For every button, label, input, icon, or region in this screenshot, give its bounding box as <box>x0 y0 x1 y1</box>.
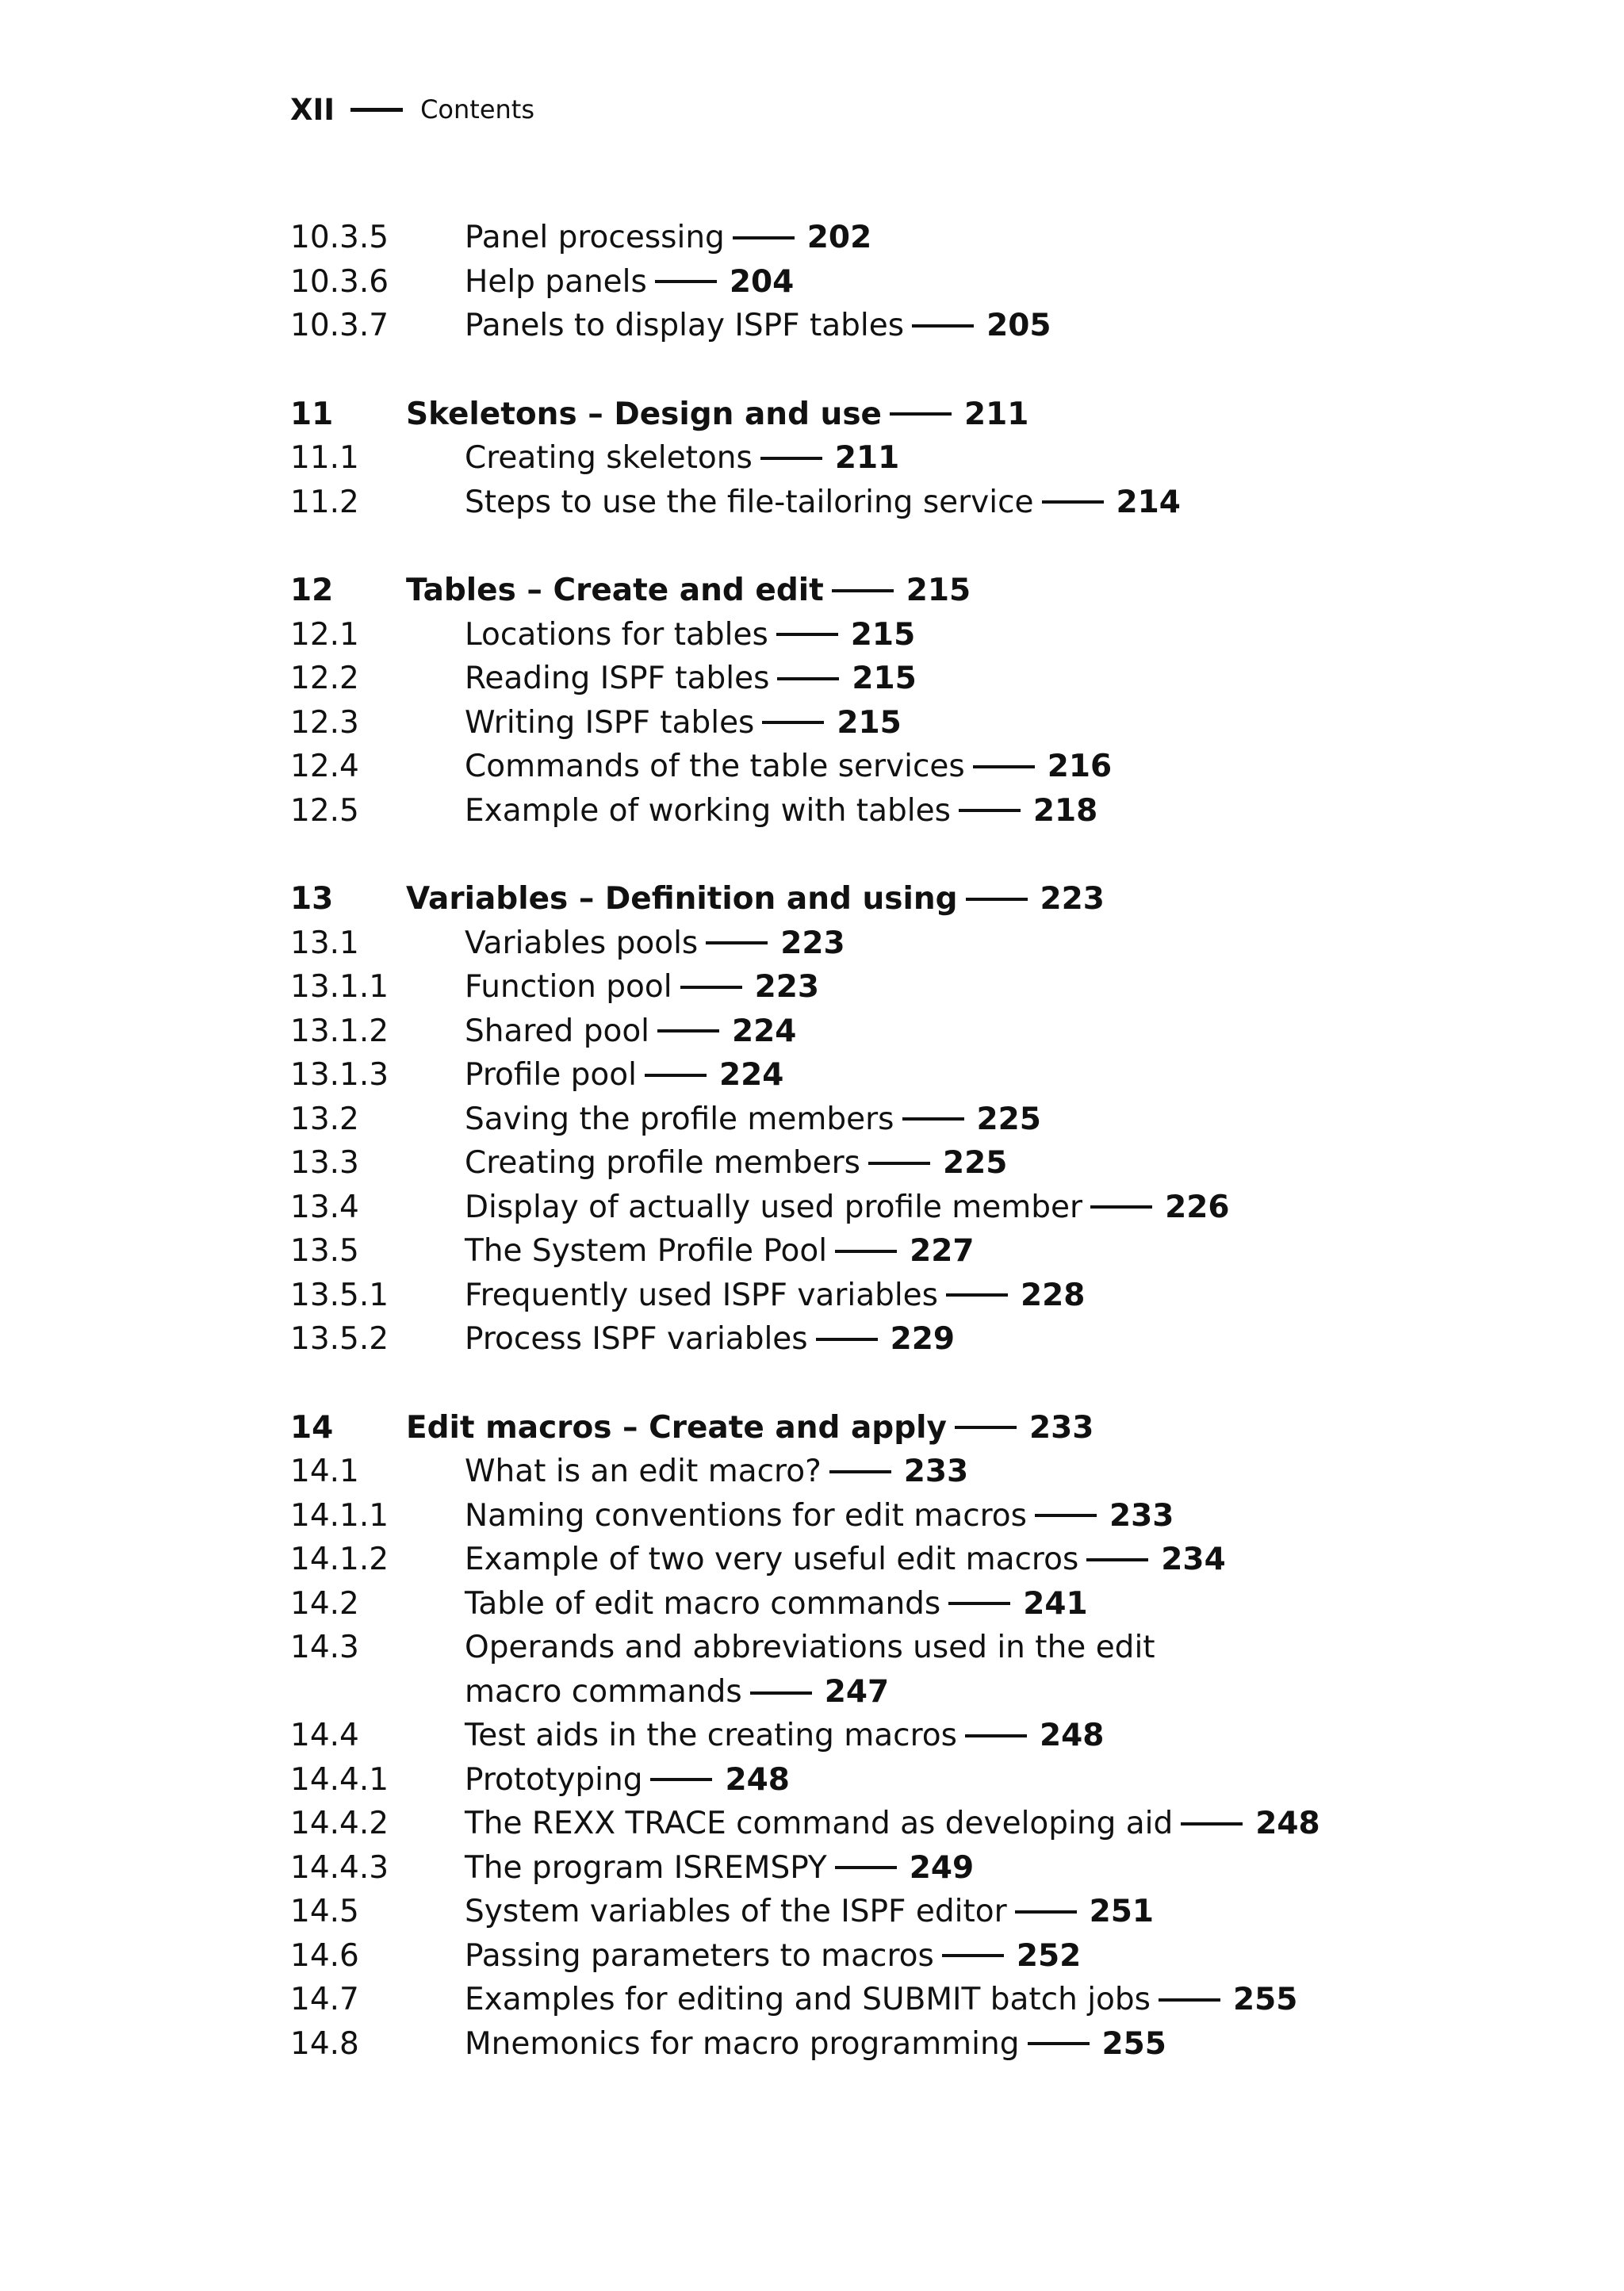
entry-line <box>465 1053 783 1098</box>
entry-page-number: 247 <box>824 1673 890 1710</box>
entry-number: 10.3.5 <box>290 220 389 255</box>
leader-dash <box>942 1954 1004 1957</box>
entry-line <box>465 1141 1007 1186</box>
toc-entry <box>290 1714 1575 1758</box>
entry-line <box>465 436 899 481</box>
entry-page-number: 224 <box>732 1013 797 1049</box>
toc-entry <box>290 1186 1575 1230</box>
entry-line <box>465 2022 1166 2067</box>
leader-dash <box>733 236 795 239</box>
leader-dash <box>946 1293 1008 1297</box>
toc-entry <box>290 1141 1575 1186</box>
entry-number: 14.7 <box>290 1982 359 2017</box>
leader-dash <box>912 324 974 328</box>
entry-number: 12.1 <box>290 616 359 653</box>
toc-chapter-entry <box>290 877 1575 921</box>
toc-entry <box>290 745 1575 789</box>
entry-title: Function pool <box>465 969 672 1005</box>
entry-line <box>465 701 902 745</box>
entry-title: Display of actually used profile member <box>465 1189 1083 1225</box>
entry-line <box>465 481 1181 525</box>
entry-number: 12.5 <box>290 792 359 829</box>
entry-line <box>465 1009 796 1054</box>
entry-page-number: 225 <box>942 1145 1008 1181</box>
entry-title: The REXX TRACE command as developing aid <box>465 1806 1174 1841</box>
leader-dash <box>762 721 824 724</box>
entry-number: 13.5.1 <box>290 1277 389 1313</box>
entry-line <box>465 1934 1081 1979</box>
toc-entry <box>290 789 1575 833</box>
entry-title: Panels to display ISPF tables <box>465 308 905 343</box>
toc-entry <box>290 1538 1575 1582</box>
toc-entry <box>290 481 1575 525</box>
entry-page-number: 248 <box>1039 1718 1105 1753</box>
entry-page-number: 202 <box>806 220 872 255</box>
entry-title: Naming conventions for edit macros <box>465 1497 1027 1534</box>
entry-number: 14.1 <box>290 1454 359 1489</box>
toc-entry <box>290 1274 1575 1318</box>
leader-dash <box>1159 1998 1220 2002</box>
group-spacer <box>290 833 1575 877</box>
toc-entry <box>290 1317 1575 1362</box>
entry-page-number: 215 <box>837 704 902 741</box>
leader-dash <box>890 412 952 416</box>
entry-line <box>465 1758 790 1803</box>
entry-number: 13.4 <box>290 1189 359 1225</box>
leader-dash <box>655 280 717 283</box>
entry-line <box>465 1494 1174 1538</box>
toc-entry <box>290 1009 1575 1054</box>
entry-title: Edit macros – Create and apply <box>406 1409 947 1446</box>
entry-number: 14.5 <box>290 1894 359 1929</box>
toc-entry <box>290 921 1575 966</box>
entry-number: 14.4 <box>290 1718 359 1753</box>
entry-title: Table of edit macro commands <box>465 1585 941 1622</box>
entry-title: Reading ISPF tables <box>465 661 770 696</box>
entry-title: Creating skeletons <box>465 440 753 476</box>
entry-number: 14 <box>290 1409 334 1446</box>
entry-line <box>465 1274 1085 1318</box>
entry-title: Process ISPF variables <box>465 1321 808 1357</box>
entry-page-number: 223 <box>1040 881 1105 917</box>
entry-page-number: 215 <box>850 616 916 653</box>
entry-title: Commands of the table services <box>465 749 965 784</box>
entry-line <box>465 1802 1320 1846</box>
entry-line <box>465 260 794 305</box>
leader-dash <box>1028 2042 1090 2045</box>
entry-line <box>465 1978 1297 2022</box>
entry-number: 12.2 <box>290 661 359 696</box>
toc-entry <box>290 1890 1575 1934</box>
leader-dash <box>657 1029 719 1032</box>
entry-title: Tables – Create and edit <box>406 573 824 608</box>
leader-dash <box>680 986 742 989</box>
entry-line <box>465 304 1051 348</box>
entry-number: 14.4.1 <box>290 1761 389 1798</box>
entry-line <box>465 1714 1104 1758</box>
toc-entry <box>290 1846 1575 1891</box>
entry-number: 14.1.2 <box>290 1542 389 1577</box>
entry-page-number: 255 <box>1101 2025 1166 2062</box>
toc-entry <box>290 701 1575 745</box>
entry-page-number: 229 <box>890 1321 956 1357</box>
entry-line <box>465 1582 1088 1626</box>
entry-title: Examples for editing and SUBMIT batch jobs <box>465 1982 1151 2017</box>
entry-number: 10.3.6 <box>290 263 389 300</box>
entry-title: Profile pool <box>465 1057 637 1093</box>
running-title: Contents <box>420 94 534 125</box>
entry-page-number: 204 <box>729 263 795 300</box>
leader-dash <box>776 633 838 636</box>
entry-page-number: 215 <box>852 661 917 696</box>
entry-line <box>465 1317 955 1362</box>
entry-title: Test aids in the creating macros <box>465 1718 957 1753</box>
group-spacer <box>290 524 1575 569</box>
entry-page-number: 249 <box>909 1849 975 1886</box>
entry-number: 13.2 <box>290 1101 359 1137</box>
entry-number: 14.4.2 <box>290 1806 389 1841</box>
toc-entry <box>290 965 1575 1009</box>
running-header <box>290 89 534 130</box>
leader-dash <box>750 1691 812 1695</box>
entry-number: 14.2 <box>290 1585 359 1622</box>
entry-number: 13.5 <box>290 1233 359 1269</box>
entry-title: Help panels <box>465 263 647 300</box>
entry-number: 13 <box>290 881 334 917</box>
entry-page-number: 215 <box>906 573 971 608</box>
entry-title: Example of working with tables <box>465 792 951 829</box>
toc-entry <box>290 260 1575 305</box>
entry-line <box>465 1450 968 1494</box>
leader-dash <box>948 1602 1010 1605</box>
entry-page-number: 241 <box>1023 1585 1088 1622</box>
entry-line <box>465 921 845 966</box>
entry-page-number: 211 <box>834 440 900 476</box>
leader-dash <box>973 765 1035 768</box>
entry-line <box>406 1406 1094 1450</box>
leader-dash <box>1090 1205 1152 1209</box>
leader-dash <box>706 941 768 944</box>
entry-line <box>465 1626 1258 1714</box>
leader-dash <box>1042 500 1104 504</box>
entry-page-number: 223 <box>780 925 845 961</box>
entry-number: 12.3 <box>290 704 359 741</box>
entry-title: Writing ISPF tables <box>465 704 755 741</box>
entry-page-number: 214 <box>1116 484 1181 520</box>
entry-title: Panel processing <box>465 220 725 255</box>
entry-number: 11.1 <box>290 440 359 476</box>
entry-page-number: 233 <box>903 1454 969 1489</box>
leader-dash <box>816 1338 878 1341</box>
entry-page-number: 255 <box>1233 1982 1298 2017</box>
entry-number: 13.1.3 <box>290 1057 389 1093</box>
toc-entry <box>290 436 1575 481</box>
entry-page-number: 252 <box>1016 1937 1082 1974</box>
entry-number: 12.4 <box>290 749 359 784</box>
toc-entry <box>290 304 1575 348</box>
entry-title: Locations for tables <box>465 616 768 653</box>
entry-title: Creating profile members <box>465 1145 860 1181</box>
entry-title: Steps to use the file-tailoring service <box>465 484 1034 520</box>
entry-line <box>465 789 1097 833</box>
toc-entry <box>290 1229 1575 1274</box>
entry-page-number: 248 <box>725 1761 790 1798</box>
entry-page-number: 218 <box>1032 792 1098 829</box>
entry-title: Operands and abbreviations used in the edit macro commands <box>465 1630 1155 1710</box>
entry-number: 13.1 <box>290 925 359 961</box>
group-spacer <box>290 1362 1575 1406</box>
entry-page-number: 205 <box>986 308 1051 343</box>
entry-page-number: 228 <box>1021 1277 1086 1313</box>
entry-title: Variables pools <box>465 925 699 961</box>
toc-entry <box>290 1494 1575 1538</box>
toc-entry <box>290 1934 1575 1979</box>
leader-dash <box>966 898 1028 901</box>
entry-line <box>406 569 971 613</box>
entry-line <box>465 216 871 260</box>
entry-title: System variables of the ISPF editor <box>465 1894 1007 1929</box>
entry-page-number: 224 <box>718 1057 784 1093</box>
entry-line <box>465 657 917 701</box>
leader-dash <box>868 1162 930 1165</box>
page-folio: XII <box>290 92 335 127</box>
entry-page-number: 233 <box>1109 1497 1174 1534</box>
entry-number: 14.4.3 <box>290 1849 389 1886</box>
entry-page-number: 251 <box>1089 1894 1155 1929</box>
entry-line <box>465 1538 1226 1582</box>
entry-number: 12 <box>290 573 334 608</box>
entry-number: 14.6 <box>290 1937 359 1974</box>
entry-line <box>406 877 1105 921</box>
entry-title: Prototyping <box>465 1761 643 1798</box>
table-of-contents <box>290 216 1575 2066</box>
entry-number: 14.1.1 <box>290 1497 389 1534</box>
toc-entry <box>290 1802 1575 1846</box>
toc-entry <box>290 657 1575 701</box>
leader-dash <box>650 1778 712 1781</box>
leader-dash <box>1181 1822 1243 1826</box>
entry-number: 13.3 <box>290 1145 359 1181</box>
toc-entry <box>290 1978 1575 2022</box>
leader-dash <box>902 1117 964 1121</box>
leader-dash <box>1086 1558 1148 1561</box>
entry-number: 11 <box>290 396 334 432</box>
entry-title: Frequently used ISPF variables <box>465 1277 938 1313</box>
leader-dash <box>959 809 1021 812</box>
toc-chapter-entry <box>290 569 1575 613</box>
entry-line <box>465 1098 1041 1142</box>
leader-dash <box>829 1470 891 1473</box>
entry-line <box>465 745 1112 789</box>
entry-page-number: 225 <box>976 1101 1041 1137</box>
leader-dash <box>777 677 839 680</box>
entry-page-number: 211 <box>964 396 1029 432</box>
leader-dash <box>645 1074 707 1077</box>
entry-number: 13.1.2 <box>290 1013 389 1049</box>
entry-number: 14.3 <box>290 1630 359 1665</box>
entry-number: 13.1.1 <box>290 969 389 1005</box>
leader-dash <box>1015 1910 1077 1914</box>
entry-line <box>465 1890 1154 1934</box>
entry-page-number: 226 <box>1165 1189 1230 1225</box>
header-rule <box>350 108 403 112</box>
entry-title: Passing parameters to macros <box>465 1937 934 1974</box>
entry-number: 11.2 <box>290 484 359 520</box>
entry-page-number: 234 <box>1161 1542 1226 1577</box>
toc-chapter-entry <box>290 1406 1575 1450</box>
leader-dash <box>760 457 822 460</box>
toc-entry <box>290 613 1575 657</box>
entry-title: The System Profile Pool <box>465 1233 828 1269</box>
entry-title: Variables – Definition and using <box>406 881 958 917</box>
toc-entry <box>290 1582 1575 1626</box>
entry-title: Shared pool <box>465 1013 650 1049</box>
leader-dash <box>1035 1514 1097 1517</box>
entry-title: Example of two very useful edit macros <box>465 1542 1079 1577</box>
entry-number: 14.8 <box>290 2025 359 2062</box>
entry-page-number: 248 <box>1255 1806 1320 1841</box>
entry-page-number: 216 <box>1047 749 1113 784</box>
toc-entry <box>290 1053 1575 1098</box>
entry-title: Skeletons – Design and use <box>406 396 882 432</box>
entry-line <box>465 1229 975 1274</box>
entry-line <box>406 393 1028 437</box>
toc-chapter-entry <box>290 393 1575 437</box>
toc-entry <box>290 1758 1575 1803</box>
toc-entry <box>290 1626 1575 1714</box>
entry-line <box>465 965 819 1009</box>
entry-number: 10.3.7 <box>290 308 389 343</box>
entry-page-number: 233 <box>1028 1409 1094 1446</box>
entry-page-number: 227 <box>910 1233 975 1269</box>
leader-dash <box>835 1250 897 1253</box>
toc-entry <box>290 1098 1575 1142</box>
entry-title: What is an edit macro? <box>465 1454 822 1489</box>
leader-dash <box>955 1426 1017 1429</box>
entry-number: 13.5.2 <box>290 1321 389 1357</box>
entry-title: Mnemonics for macro programming <box>465 2025 1020 2062</box>
toc-entry <box>290 2022 1575 2067</box>
entry-page-number: 223 <box>754 969 820 1005</box>
entry-title: The program ISREMSPY <box>465 1849 827 1886</box>
entry-line <box>465 1186 1230 1230</box>
toc-entry <box>290 216 1575 260</box>
entry-line <box>465 1846 974 1891</box>
leader-dash <box>832 589 894 592</box>
toc-entry <box>290 1450 1575 1494</box>
leader-dash <box>965 1734 1027 1737</box>
group-spacer <box>290 348 1575 393</box>
entry-line <box>465 613 915 657</box>
entry-title: Saving the profile members <box>465 1101 894 1137</box>
leader-dash <box>835 1866 897 1869</box>
